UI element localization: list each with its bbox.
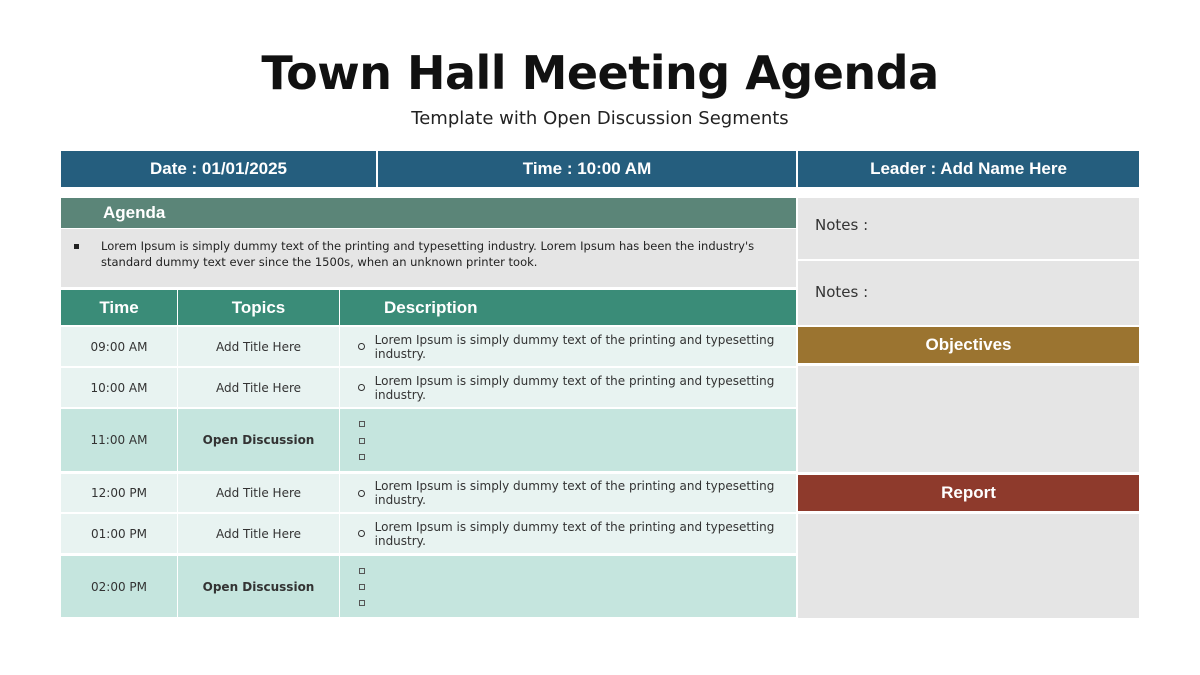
- description-text: Lorem Ipsum is simply dummy text of the printing and typesetting industry.: [374, 373, 775, 402]
- report-header: Report: [798, 475, 1139, 511]
- square-bullet-icon: [359, 584, 365, 590]
- square-bullet-icon: [359, 438, 365, 444]
- table-row-topic: Add Title Here: [178, 327, 339, 366]
- table-row-description: [340, 368, 796, 407]
- circle-bullet-icon: [358, 530, 365, 537]
- square-bullet-icon: [359, 600, 365, 606]
- page-subtitle: Template with Open Discussion Segments: [411, 108, 789, 129]
- table-row-description: [340, 474, 796, 512]
- table-row-description: [340, 556, 796, 617]
- square-bullet-icon: [359, 421, 365, 427]
- circle-bullet-icon: [358, 343, 365, 350]
- square-bullet-icon: [359, 454, 365, 460]
- square-bullet-icon: [359, 568, 365, 574]
- column-header-description: Description: [340, 290, 796, 325]
- table-row-time: 12:00 PM: [61, 474, 177, 512]
- agenda-label: Agenda: [61, 198, 796, 228]
- objectives-header: Objectives: [798, 327, 1139, 363]
- bullet-icon: [74, 244, 79, 249]
- report-box: [798, 514, 1139, 618]
- table-row-topic: Open Discussion: [178, 409, 339, 471]
- table-row-time: 11:00 AM: [61, 409, 177, 471]
- table-row-time: 01:00 PM: [61, 514, 177, 553]
- description-text: Lorem Ipsum is simply dummy text of the printing and typesetting industry.: [374, 519, 775, 548]
- notes-label: Notes :: [815, 216, 869, 234]
- notes-label: Notes :: [815, 283, 869, 301]
- table-row-topic: Add Title Here: [178, 474, 339, 512]
- time-header: Time : 10:00 AM: [378, 151, 796, 187]
- notes-box-1: [798, 198, 1139, 259]
- table-row-topic: Add Title Here: [178, 368, 339, 407]
- leader-header: Leader : Add Name Here: [798, 151, 1139, 187]
- objectives-box: [798, 366, 1139, 472]
- table-row-time: 09:00 AM: [61, 327, 177, 366]
- table-row-topic: Add Title Here: [178, 514, 339, 553]
- agenda-text: Lorem Ipsum is simply dummy text of the printing and typesetting industry. Lorem Ipsum has been the industry's standard dummy text ever since the 1500s, when an unknown printer took.: [101, 239, 755, 269]
- table-row-description: [340, 409, 796, 471]
- column-header-topics: Topics: [178, 290, 339, 325]
- date-header: Date : 01/01/2025: [61, 151, 376, 187]
- circle-bullet-icon: [358, 384, 365, 391]
- table-row-time: 02:00 PM: [61, 556, 177, 617]
- table-row-description: [340, 514, 796, 553]
- column-header-time: Time: [61, 290, 177, 325]
- description-text: Lorem Ipsum is simply dummy text of the printing and typesetting industry.: [374, 332, 775, 361]
- agenda-body: [61, 229, 796, 287]
- table-row-topic: Open Discussion: [178, 556, 339, 617]
- table-row-time: 10:00 AM: [61, 368, 177, 407]
- page-title: Town Hall Meeting Agenda: [261, 46, 939, 100]
- circle-bullet-icon: [358, 490, 365, 497]
- notes-box-2: [798, 261, 1139, 325]
- table-row-description: [340, 327, 796, 366]
- description-text: Lorem Ipsum is simply dummy text of the printing and typesetting industry.: [374, 479, 775, 507]
